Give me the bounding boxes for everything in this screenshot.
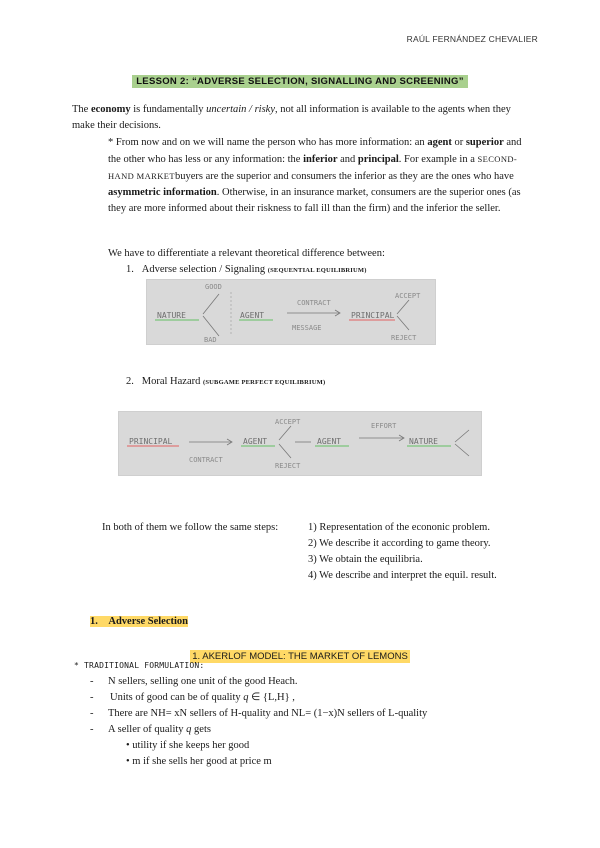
diagram1-contract-label: CONTRACT: [297, 299, 331, 307]
bullet-dash: -: [90, 676, 94, 687]
step-3: 3) We obtain the equilibria.: [308, 554, 423, 565]
branch-line: [279, 426, 291, 440]
diagram1-message-label: MESSAGE: [292, 324, 322, 332]
bullet-dash: -: [90, 692, 94, 703]
branch-line: [455, 430, 469, 442]
intro-italic: uncertain / risky: [206, 104, 275, 115]
moral-hazard-diagram: [118, 411, 482, 476]
diagram2-reject-label: REJECT: [275, 462, 301, 470]
step-4: 4) We describe and interpret the equil. result.: [308, 570, 497, 581]
diagram2-effort-label: EFFORT: [371, 422, 397, 430]
note-text: and: [337, 154, 358, 165]
bullet-math-q: q: [186, 724, 192, 735]
bullet-dash: -: [90, 708, 94, 719]
sub-bullet-sell: • m if she sells her good at price m: [126, 756, 272, 767]
list-number: 1.: [126, 264, 134, 275]
diagram1-bad-label: BAD: [204, 336, 217, 344]
note-text: and the other who has less or any information: the: [108, 137, 522, 165]
note-bold: inferior: [303, 154, 338, 165]
list-item-text: Adverse selection / Signaling: [141, 264, 268, 275]
author-name: RAÚL FERNÁNDEZ CHEVALIER: [406, 34, 538, 44]
intro-paragraph: [72, 102, 532, 134]
note-text: . Otherwise, in an insurance market, consumers are the superior ones (as they are more informed about their riskness to fall ill than the firm) and the inferior the seller.: [108, 187, 521, 214]
note-text: or: [451, 137, 466, 148]
bullet-counts: There are NH= xN sellers of H-quality and NL= (1−x)N sellers of L-quality: [108, 708, 428, 719]
list-item-moral-hazard: [126, 374, 325, 391]
section-number: 1.: [90, 616, 98, 627]
diagram1-good-label: GOOD: [205, 283, 222, 291]
diagram2-nature-label: NATURE: [409, 437, 438, 446]
diagram1-principal-label: PRINCIPAL: [351, 311, 395, 320]
note-smallcaps: SECOND-HAND MARKET: [108, 154, 518, 181]
bullet-text: A seller of quality: [108, 724, 187, 735]
bullet-quality: [110, 690, 295, 706]
bullet-dash: -: [90, 724, 94, 735]
intro-bold-economy: economy: [90, 104, 131, 115]
note-bold: asymmetric information: [108, 187, 217, 198]
bullet-text: gets: [191, 724, 211, 735]
bullet-text: ∈ {L,H} ,: [248, 692, 295, 703]
note-paragraph: [108, 135, 533, 217]
list-item-note: (SEQUENTIAL EQUILIBRIUM): [267, 267, 367, 274]
diagram1-agent-label: AGENT: [240, 311, 265, 320]
bullet-math-q: q: [243, 692, 249, 703]
list-item-adverse-selection: [126, 262, 367, 279]
branch-line: [455, 444, 469, 456]
adverse-selection-diagram: [146, 279, 436, 345]
step-1: 1) Representation of the econonic problem.: [308, 522, 490, 533]
diagram2-accept-label: ACCEPT: [275, 418, 301, 426]
note-text: * From now and on we will name the person who has more information: an: [108, 137, 428, 148]
steps-lead: In both of them we follow the same steps:: [102, 522, 279, 533]
branch-line: [397, 300, 409, 314]
intro-text: is fundamentally: [130, 104, 207, 115]
note-text: . For example in a: [398, 154, 478, 165]
bullet-sellers: N sellers, selling one unit of the good Heach.: [108, 676, 298, 687]
section-title: Adverse Selection: [108, 616, 188, 627]
note-bold: principal: [357, 154, 399, 165]
section-heading: [90, 614, 188, 630]
diagram1-reject-label: REJECT: [391, 334, 417, 342]
note-bold: agent: [427, 137, 452, 148]
step-2: 2) We describe it according to game theory.: [308, 538, 491, 549]
subsection-title: 1. AKERLOF MODEL: THE MARKET OF LEMONS: [192, 651, 408, 662]
branch-line: [203, 294, 219, 314]
diagram1-accept-label: ACCEPT: [395, 292, 421, 300]
diagram1-nature-label: NATURE: [157, 311, 186, 320]
note-bold: superior: [465, 137, 504, 148]
list-item-note: (SUBGAME PERFECT EQUILIBRIUM): [202, 379, 326, 386]
differentiate-text: We have to differentiate a relevant theoretical difference between:: [108, 248, 385, 259]
list-number: 2.: [126, 376, 134, 387]
diagram2-contract-label: CONTRACT: [189, 456, 223, 464]
branch-line: [397, 316, 409, 330]
list-item-text: Moral Hazard: [141, 376, 203, 387]
branch-line: [279, 444, 291, 458]
diagram2-agent2-label: AGENT: [317, 437, 342, 446]
sub-bullet-keep: • utility if she keeps her good: [126, 740, 250, 751]
intro-text: , not all information is available to the agents when they make their decisions.: [72, 104, 511, 131]
branch-line: [203, 316, 219, 336]
lesson-title-text: LESSON 2: “ADVERSE SELECTION, SIGNALLING AND SCREENING”: [132, 75, 468, 88]
diagram2-agent-label: AGENT: [243, 437, 268, 446]
bullet-text: Units of good can be of quality: [110, 692, 244, 703]
intro-text: The: [72, 104, 91, 115]
bullet-seller-gets: [108, 722, 211, 738]
traditional-formulation-label: * TRADITIONAL FORMULATION:: [74, 661, 205, 670]
diagram2-principal-label: PRINCIPAL: [129, 437, 173, 446]
lesson-title: [0, 71, 600, 89]
note-text: buyers are the superior and consumers the inferior as they are the ones who have: [174, 171, 514, 182]
